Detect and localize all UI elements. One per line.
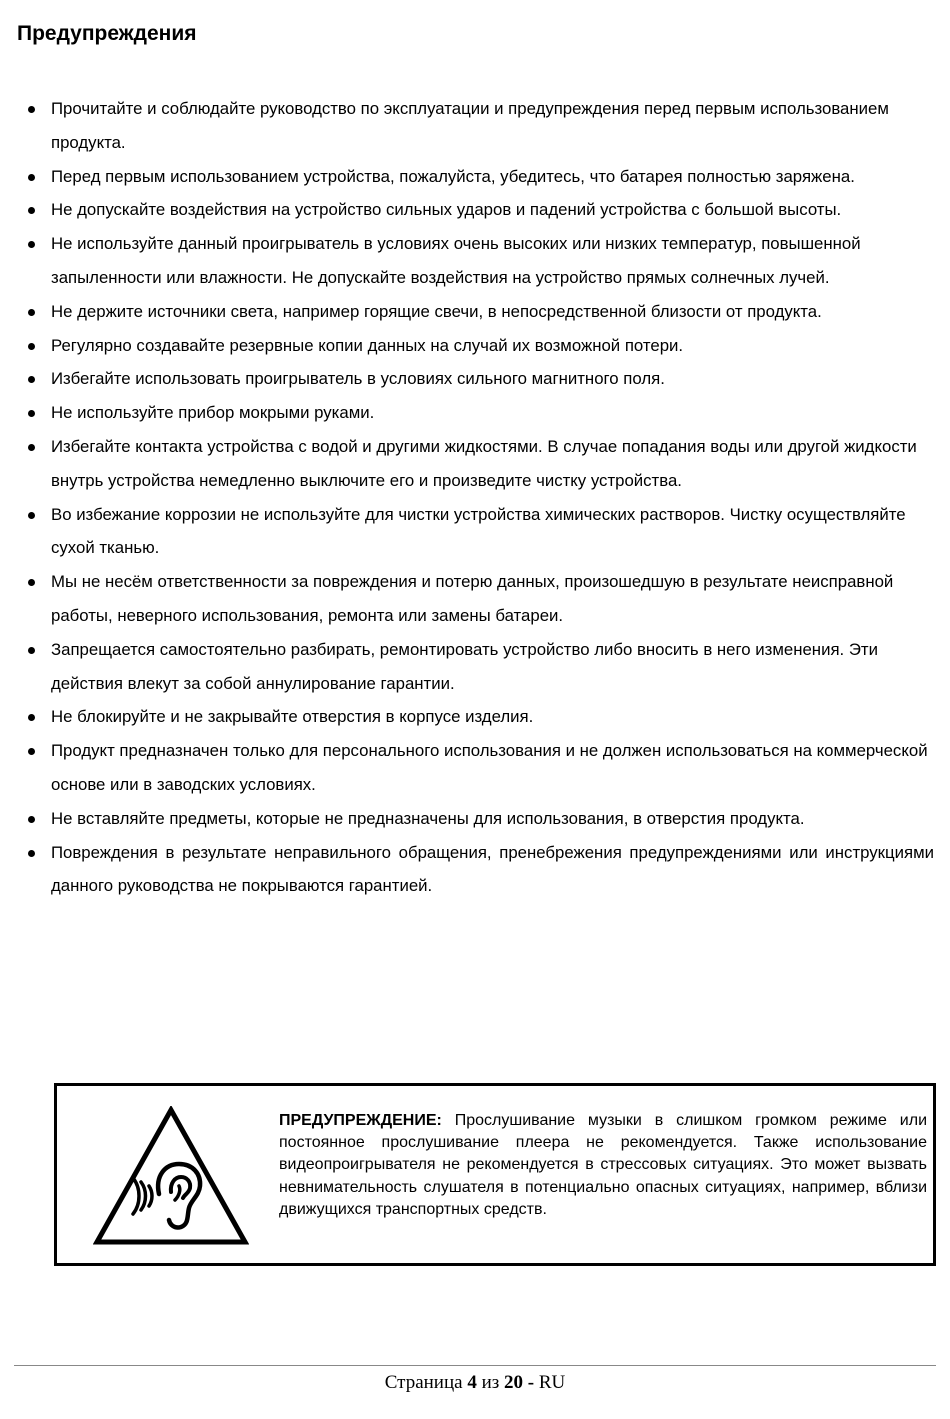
page-footer [0, 1372, 950, 1394]
list-item: Прочитайте и соблюдайте руководство по эксплуатации и предупреждения перед первым использованием продукта. [0, 92, 950, 160]
list-item: Не допускайте воздействия на устройство сильных ударов и падений устройства с большой высоты. [0, 193, 950, 227]
footer-separator: из [481, 1372, 500, 1393]
list-item: Не вставляйте предметы, которые не предназначены для использования, в отверстия продукта. [0, 802, 950, 836]
list-item: Продукт предназначен только для персонального использования и не должен использоваться на коммерческой основе или в заводских условиях. [0, 734, 950, 802]
list-item: Избегайте использовать проигрыватель в условиях сильного магнитного поля. [0, 362, 950, 396]
list-item: Мы не несём ответственности за повреждения и потерю данных, произошедшую в результате неисправной работы, неверного использования, ремонта или замены батареи. [0, 565, 950, 633]
list-item: Не держите источники света, например горящие свечи, в непосредственной близости от продукта. [0, 295, 950, 329]
list-item: Повреждения в результате неправильного обращения, пренебрежения предупреждениями или инструкциями данного руководства не покрываются гарантией. [0, 836, 950, 904]
list-item: Во избежание коррозии не используйте для чистки устройства химических растворов. Чистку осуществляйте сухой тканью. [0, 498, 950, 566]
warning-paragraph [279, 1110, 927, 1221]
list-item: Не используйте прибор мокрыми руками. [0, 396, 950, 430]
list-item: Не используйте данный проигрыватель в условиях очень высоких или низких температур, повышенной запыленности или влажности. Не допускайте воздействия на устройство прямых солнечных лучей. [0, 227, 950, 295]
list-item: Перед первым использованием устройства, пожалуйста, убедитесь, что батарея полностью заряжена. [0, 160, 950, 194]
warnings-list [0, 92, 950, 903]
footer-total-pages: 20 [504, 1372, 524, 1393]
warning-body: Прослушивание музыки в слишком громком режиме или постоянное прослушивание плеера не рекомендуется. Также использование видеопроигрывателя не рекомендуется в стрессовых ситуациях. Это может вызвать невнимательность слушателя в потенциально опасных ситуациях, например, вблизи движущихся транспортных средств. [279, 1112, 928, 1218]
footer-current-page: 4 [467, 1372, 477, 1393]
warning-label: ПРЕДУПРЕЖДЕНИЕ: [279, 1112, 442, 1129]
footer-divider [14, 1365, 936, 1366]
list-item: Запрещается самостоятельно разбирать, ремонтировать устройство либо вносить в него изменения. Эти действия влекут за собой аннулирование гарантии. [0, 633, 950, 701]
footer-language: RU [538, 1372, 566, 1393]
list-item: Регулярно создавайте резервные копии данных на случай их возможной потери. [0, 329, 950, 363]
page-title: Предупреждения [17, 22, 197, 45]
hearing-warning-box [54, 1083, 936, 1266]
list-item: Избегайте контакта устройства с водой и другими жидкостями. В случае попадания воды или другой жидкости внутрь устройства немедленно выключите его и произведите чистку устройства. [0, 430, 950, 498]
footer-dash: - [527, 1372, 535, 1393]
footer-prefix: Страница [384, 1372, 463, 1393]
hearing-warning-icon [93, 1106, 249, 1246]
list-item: Не блокируйте и не закрывайте отверстия в корпусе изделия. [0, 700, 950, 734]
